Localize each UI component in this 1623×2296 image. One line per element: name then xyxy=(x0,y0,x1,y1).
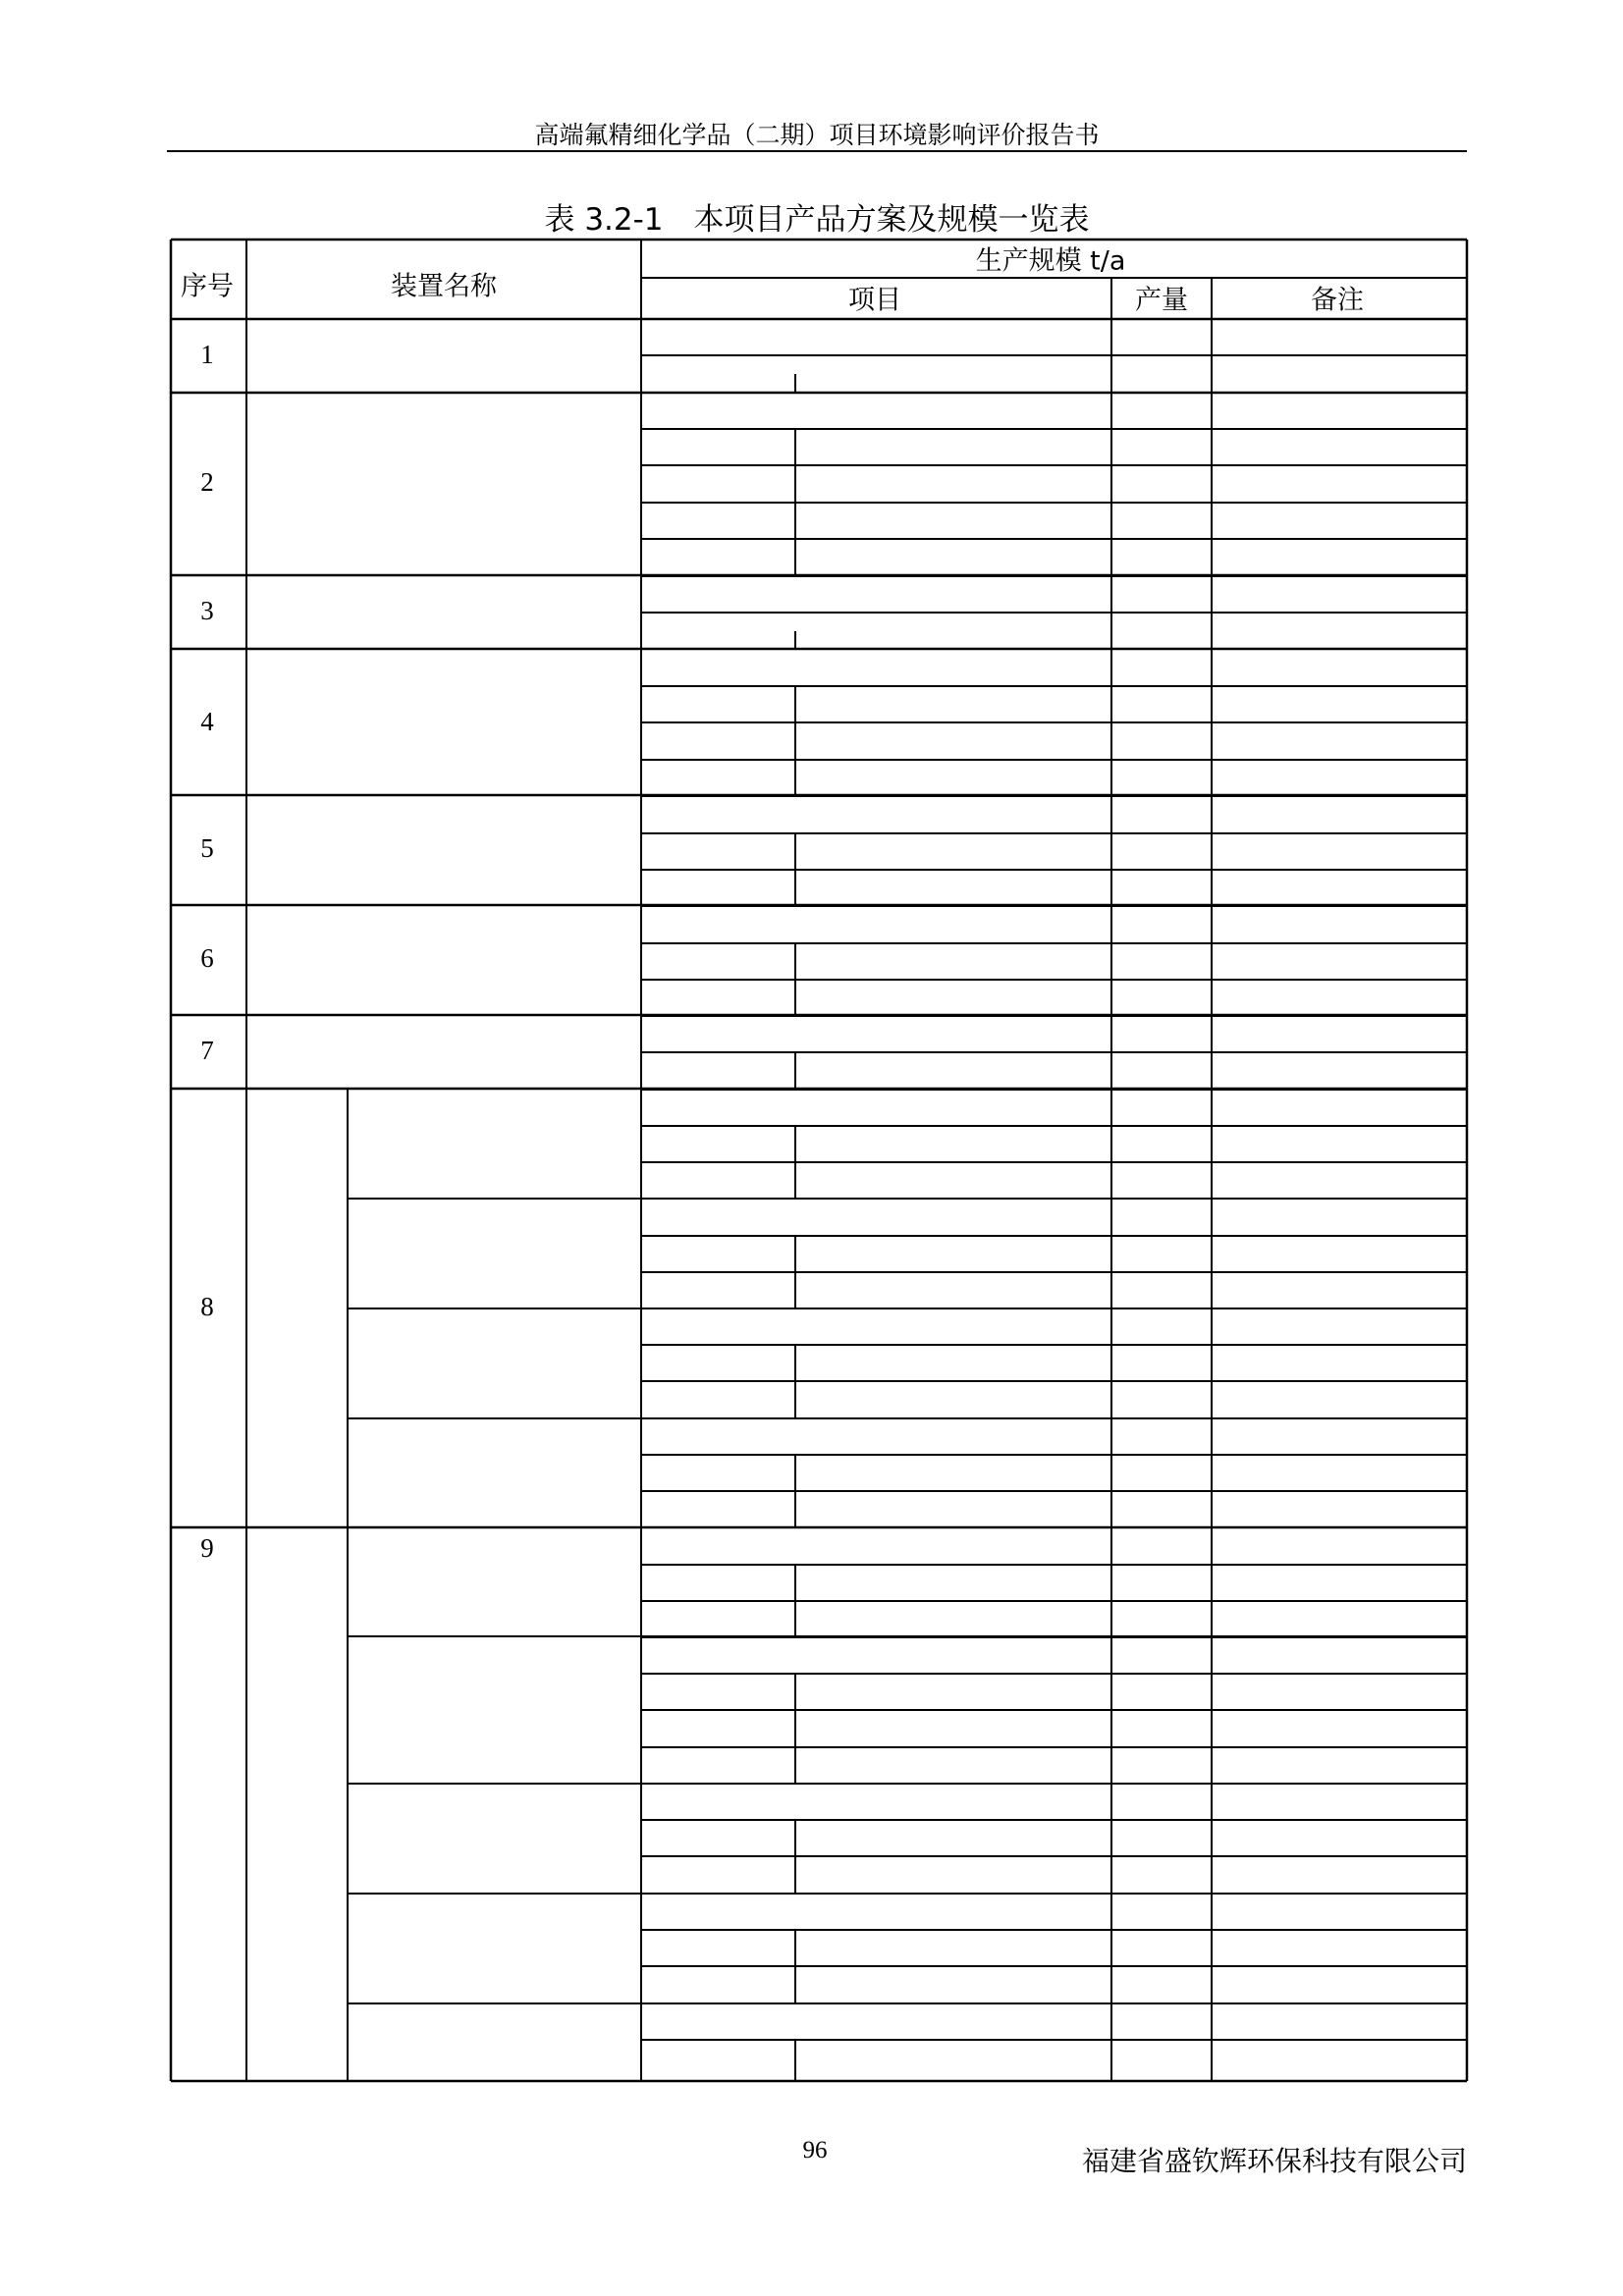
table-grid-lines xyxy=(171,240,1467,2081)
row-seq-6: 6 xyxy=(200,943,214,974)
running-header-title: 高端氟精细化学品（二期）项目环境影响评价报告书 xyxy=(534,121,1100,149)
header-output: 产量 xyxy=(1135,285,1188,316)
header-seq: 序号 xyxy=(181,271,234,302)
table-caption: 表 3.2-1 本项目产品方案及规模一览表 xyxy=(544,202,1090,238)
row-seq-2: 2 xyxy=(200,467,214,498)
row-seq-3: 3 xyxy=(200,596,214,626)
row-seq-5: 5 xyxy=(200,833,214,864)
row-seq-1: 1 xyxy=(200,340,214,370)
page-number: 96 xyxy=(802,2137,828,2163)
row-seq-8: 8 xyxy=(200,1292,214,1322)
row-seq-7: 7 xyxy=(200,1036,214,1066)
header-item: 项目 xyxy=(848,285,901,316)
row-seq-9: 9 xyxy=(200,1533,214,1564)
company-name: 福建省盛钦辉环保科技有限公司 xyxy=(1081,2145,1467,2177)
header-device-name: 装置名称 xyxy=(391,271,497,302)
header-remark: 备注 xyxy=(1311,285,1364,316)
row-seq-4: 4 xyxy=(200,707,214,737)
header-production-scale: 生产规模 t/a xyxy=(975,245,1126,277)
